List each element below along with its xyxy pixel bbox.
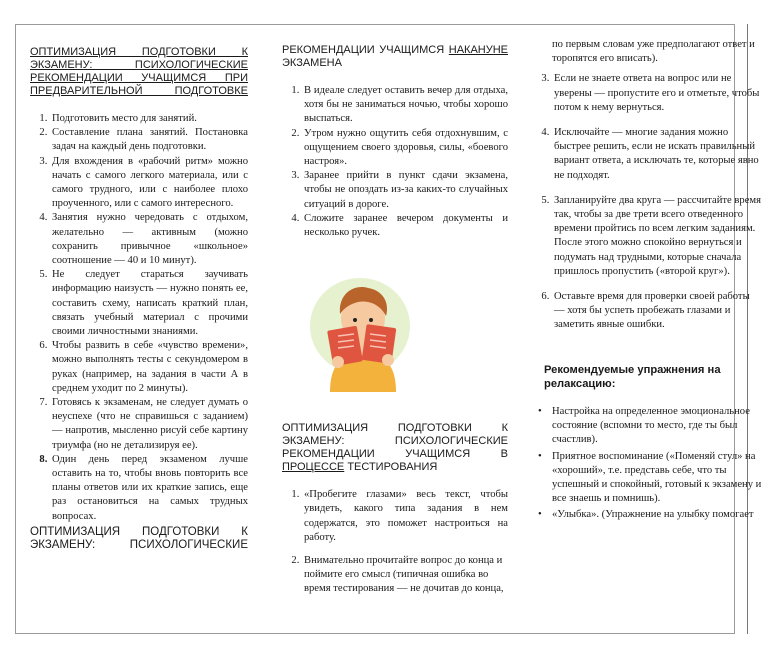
list-item: 3. Заранее прийти в пункт сдачи экзамена, чтобы не опоздать из-за каких-то случайных ситуаций в дороге. [302,169,508,212]
heading-preliminary-text-tail: ПРЕДВАРИТЕЛЬНОЙ ПОДГОТОВКЕ [30,85,248,97]
continuation-text: по первым словам уже предполагают ответ и торопятся его вписать). [552,39,755,65]
list-item: 2. Составление плана занятий. Постановка задач на каждый день подготовки. [50,126,248,154]
list-item: 6. Чтобы развить в себе «чувство времени», можно выполнять тесты с секундомером в руках (например, на задания в части А в среднем уходит по 2 минуты). [50,339,248,396]
list-item: • Приятное воспоминание («Поменяй стул» на «хороший», т.е. представь себе, что ты успешный и спокойный, готовый к экзамену и все знаешь и помнишь). [552,450,762,507]
heading-eve-tail: ЭКЗАМЕНА [282,57,342,69]
heading-preliminary-text: ОПТИМИЗАЦИЯ ПОДГОТОВКИ К ЭКЗАМЕНУ: ПСИХОЛОГИЧЕСКИЕ РЕКОМЕНДАЦИИ УЧАЩИМСЯ ПРИ [30,46,248,84]
list-item: 1. В идеале следует оставить вечер для отдыха, хотя бы не заниматься ночью, чтобы хорошо выспаться. [302,84,508,127]
list-item: 4. Сложите заранее вечером документы и несколько ручек. [302,212,508,240]
list-item: • Настройка на определенное эмоциональное состояние (вспомни то место, где ты был счастлив). [552,405,762,448]
heading-preliminary [30,46,248,98]
list-item: 6. Оставьте время для проверки своей работы — хотя бы успеть пробежать глазами и заметить явные ошибки. [552,290,762,333]
heading-eve-underlined: НАКАНУНЕ [448,44,508,56]
heading-testing-tail: ТЕСТИРОВАНИЯ [344,461,438,474]
list-item: 3. Если не знаете ответа на вопрос или не уверены — пропустите его и отметьте, чтобы потом к нему вернуться. [552,72,762,115]
list-item: • «Улыбка». (Упражнение на улыбку помогает [552,508,762,522]
list-item: 2. Утром нужно ощутить себя отдохнувшим, с ощущением своего здоровья, силы, «боевого настроя». [302,127,508,170]
preliminary-list [30,112,248,524]
heading-repeat: ОПТИМИЗАЦИЯ ПОДГОТОВКИ К ЭКЗАМЕНУ: ПСИХОЛОГИЧЕСКИЕ [30,525,248,551]
eve-list [282,84,508,240]
column-testing-continued [530,39,762,525]
column-preliminary [30,46,248,566]
list-item: 4. Занятия нужно чередовать с отдыхом, желательно — активным (можно сохранить привычное «школьное» соотношение — 40 и 10 минут). [50,211,248,268]
heading-testing-text: ОПТИМИЗАЦИЯ ПОДГОТОВКИ К ЭКЗАМЕНУ: ПСИХОЛОГИЧЕСКИЕ РЕКОМЕНДАЦИИ УЧАЩИМСЯ В [282,422,508,461]
list-item: 3. Для вхождения в «рабочий ритм» можно начать с самого легкого материала, или с самого трудного, или с наиболее плохо проученного, или с самого интересного. [50,155,248,212]
heading-eve [282,44,508,70]
list-item: 2. Внимательно прочитайте вопрос до конца и поймите его смысл (типичная ошибка во время тестирования — не дочитав до конца, [302,554,508,597]
list-item: 4. Исключайте — многие задания можно быстрее решить, если не искать правильный вариант ответа, а исключать те, которые явно не подходят. [552,126,762,183]
testing-list-continued [530,72,762,332]
list-item: 1. «Пробегите глазами» весь текст, чтобы увидеть, какого типа задания в нем содержатся, это поможет настроиться на работу. [302,488,508,545]
testing-list [282,488,508,596]
list-item: 8. Один день перед экзаменом лучше оставить на то, чтобы вновь повторить все планы ответов или их краткие запись, еще раз остановиться на самых трудных вопросах. [50,453,248,524]
boy-reading-book-icon [308,264,418,394]
heading-eve-text: РЕКОМЕНДАЦИИ УЧАЩИМСЯ [282,44,449,56]
list-item: 5. Запланируйте два круга — рассчитайте время так, чтобы за две трети всего отведенного времени пройтись по всем легким заданиям. После этого можно спокойно вернуться и подумать над трудными, которые сначала пришлось пропустить («второй круг»). [552,194,762,279]
relax-heading: Рекомендуемые упражнения на релаксацию: [544,363,721,390]
list-item: 7. Готовясь к экзаменам, не следует думать о неуспехе (что не справишься с заданием) — напротив, мысленно рисуй себе картину триумфа (но не детализируя ее). [50,396,248,453]
relax-list [530,405,762,523]
list-item: 1. Подготовить место для занятий. [50,112,248,126]
list-item: 5. Не следует стараться заучивать информацию наизусть — нужно понять ее, составить схему, написать краткий план, связать учебный материал с прочими своими личностными знаниями. [50,268,248,339]
heading-testing [282,422,508,474]
heading-testing-underlined: ПРОЦЕССЕ [282,461,345,474]
